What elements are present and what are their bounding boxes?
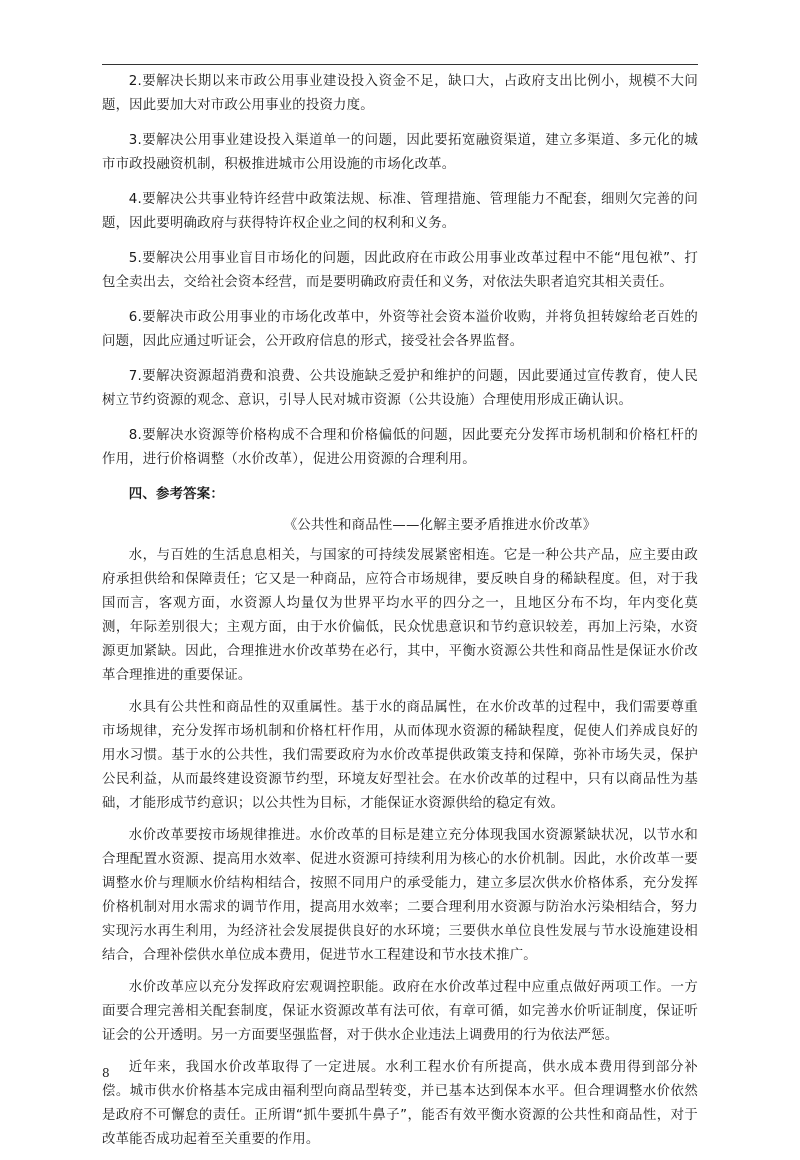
- list-paragraph: 5.要解决公用事业盲目市场化的问题，因此政府在市政公用事业改革过程中不能“甩包袱”、打包全卖出去，交给社会资本经营，而是要明确政府责任和义务，对依法失职者追究其相关责任。: [102, 251, 698, 290]
- list-paragraph: 3.要解决公用事业建设投入渠道单一的问题，因此要拓宽融资渠道，建立多渠道、多元化的城市市政投融资机制，积极推进城市公用设施的市场化改革。: [102, 133, 698, 172]
- list-paragraph: 2.要解决长期以来市政公用事业建设投入资金不足，缺口大，占政府支出比例小，规模不大问题，因此要加大对市政公用事业的投资力度。: [102, 74, 698, 113]
- list-paragraph: 7.要解决资源超消费和浪费、公共设施缺乏爱护和维护的问题，因此要通过宣传教育，使人民树立节约资源的观念、意识，引导人民对城市资源（公共设施）合理使用形成正确认识。: [102, 369, 698, 408]
- list-paragraph: 4.要解决公共事业特许经营中政策法规、标准、管理措施、管理能力不配套，细则欠完善的问题，因此要明确政府与获得特许权企业之间的权利和义务。: [102, 192, 698, 231]
- essay-paragraph: 水价改革要按市场规律推进。水价改革的目标是建立充分体现我国水资源紧缺状况，以节水和合理配置水资源、提高用水效率、促进水资源可持续利用为核心的水价机制。因此，水价改革一要调整水价与理顺水价结构相结合，按照不同用户的承受能力，建立多层次供水价格体系，充分发挥价格机制对用水需求的调节作用，提高用水效率；二要合理利用水资源与防治水污染相结合，努力实现污水再生利用，为经济社会发展提供良好的水环境；三要供水单位良性发展与节水设施建设相结合，合理补偿供水单位成本费用，促进节水工程建设和节水技术推广。: [102, 828, 698, 963]
- list-paragraph: 6.要解决市政公用事业的市场化改革中，外资等社会资本溢价收购，并将负担转嫁给老百姓的问题，因此应通过听证会，公开政府信息的形式，接受社会各界监督。: [102, 310, 698, 349]
- essay-paragraph: 水价改革应以充分发挥政府宏观调控职能。政府在水价改革过程中应重点做好两项工作。一方面要合理完善相关配套制度，保证水资源改革有法可依，有章可循，如完善水价听证制度，保证听证会的公开透明。另一方面要坚强监督，对于供水企业违法上调费用的行为依法严惩。: [102, 980, 698, 1043]
- essay-title: 《公共性和商品性——化解主要矛盾推进水价改革》: [283, 518, 597, 533]
- section-heading: 四、参考答案：: [128, 487, 224, 502]
- essay-paragraph: 近年来，我国水价改革取得了一定进展。水利工程水价有所提高，供水成本费用得到部分补偿。城市供水价格基本完成由福利型向商品型转变，并已基本达到保本水平。但合理调整水价依然是政府不可懈怠的责任。正所谓“抓牛要抓牛鼻子”，能否有效平衡水资源的公共性和商品性，对于改革能否成功起着至关重要的作用。: [102, 1060, 698, 1147]
- essay-paragraph: 水，与百姓的生活息息相关，与国家的可持续发展紧密相连。它是一种公共产品，应主要由政府承担供给和保障责任；它又是一种商品，应符合市场规律，要反映自身的稀缺程度。但，对于我国而言，客观方面，水资源人均量仅为世界平均水平的四分之一，且地区分布不均，年内变化莫测，年际差别很大；主观方面，由于水价偏低，民众忧患意识和节约意识较差，再加上污染，水资源更加紧缺。因此，合理推进水价改革势在必行，其中，平衡水资源公共性和商品性是保证水价改革合理推进的重要保证。: [102, 548, 698, 683]
- list-paragraph: 8.要解决水资源等价格构成不合理和价格偏低的问题，因此要充分发挥市场机制和价格杠杆的作用，进行价格调整（水价改革），促进公用资源的合理利用。: [102, 428, 698, 467]
- page-content: [102, 70, 698, 1160]
- page-number: 8: [102, 1066, 110, 1080]
- essay-paragraph: 水具有公共性和商品性的双重属性。基于水的商品属性，在水价改革的过程中，我们需要尊重市场规律，充分发挥市场机制和价格杠杆作用，从而体现水资源的稀缺程度，促使人们养成良好的用水习惯。基于水的公共性，我们需要政府为水价改革提供政策支持和保障，弥补市场失灵，保护公民利益，从而最终建设资源节约型，环境友好型社会。在水价改革的过程中，只有以商品性为基础，才能形成节约意识；以公共性为目标，才能保证水资源供给的稳定有效。: [102, 700, 698, 811]
- header-rule: [102, 64, 698, 65]
